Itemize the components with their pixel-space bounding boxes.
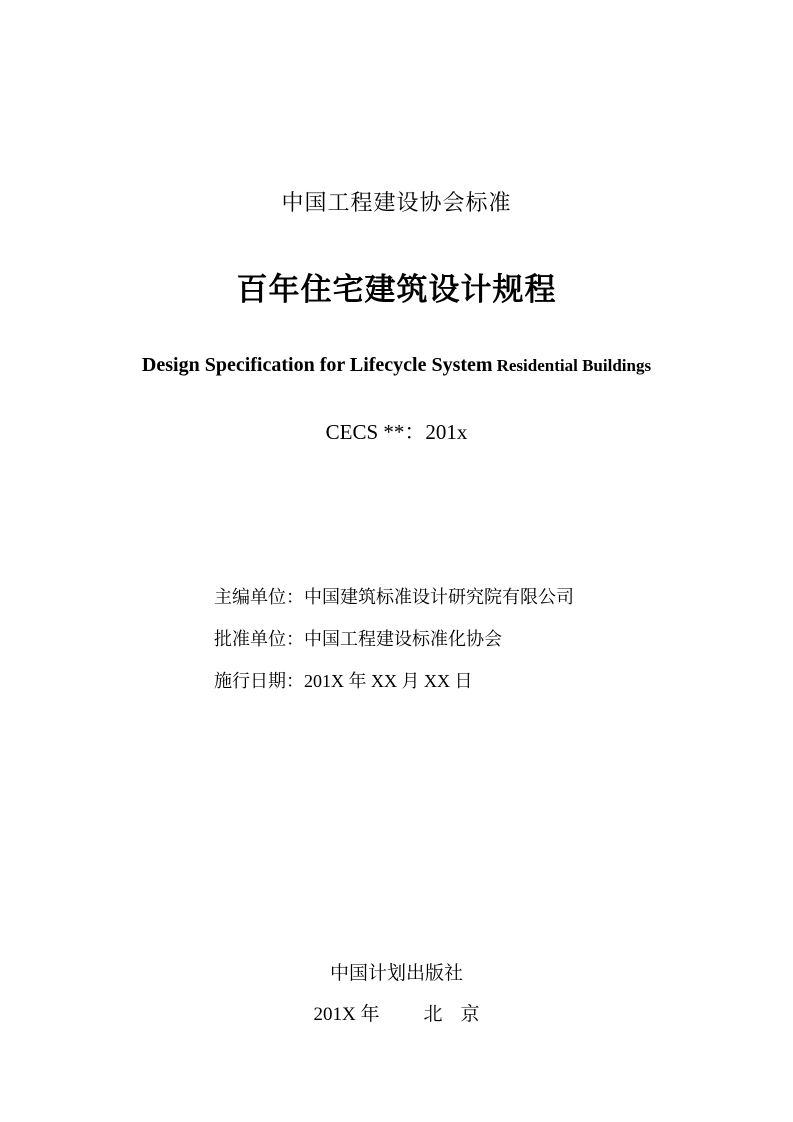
english-title-main: Design Specification for Lifecycle System bbox=[141, 354, 493, 376]
org-standard-heading: 中国工程建设协会标准 bbox=[281, 191, 512, 216]
publication-line bbox=[0, 999, 793, 1026]
editor-unit-label: 主编单位： bbox=[214, 587, 304, 608]
english-title-tail: Residential Buildings bbox=[496, 356, 652, 375]
approver-unit-line bbox=[214, 625, 502, 651]
effective-date-value: 201X 年 XX 月 XX 日 bbox=[304, 671, 473, 691]
effective-date-label: 施行日期： bbox=[214, 671, 304, 692]
publication-city: 北京 bbox=[423, 1003, 498, 1025]
effective-date-line bbox=[214, 667, 473, 693]
publication-year: 201X 年 bbox=[313, 1004, 380, 1025]
editor-unit-line bbox=[214, 583, 574, 609]
publisher-name: 中国计划出版社 bbox=[329, 962, 463, 984]
document-title: 百年住宅建筑设计规程 bbox=[236, 272, 557, 308]
editor-unit-value: 中国建筑标准设计研究院有限公司 bbox=[304, 587, 574, 607]
approver-unit-label: 批准单位： bbox=[214, 629, 304, 650]
english-title bbox=[0, 354, 793, 377]
standard-code: CECS **：201x bbox=[325, 420, 468, 444]
approver-unit-value: 中国工程建设标准化协会 bbox=[304, 629, 502, 649]
